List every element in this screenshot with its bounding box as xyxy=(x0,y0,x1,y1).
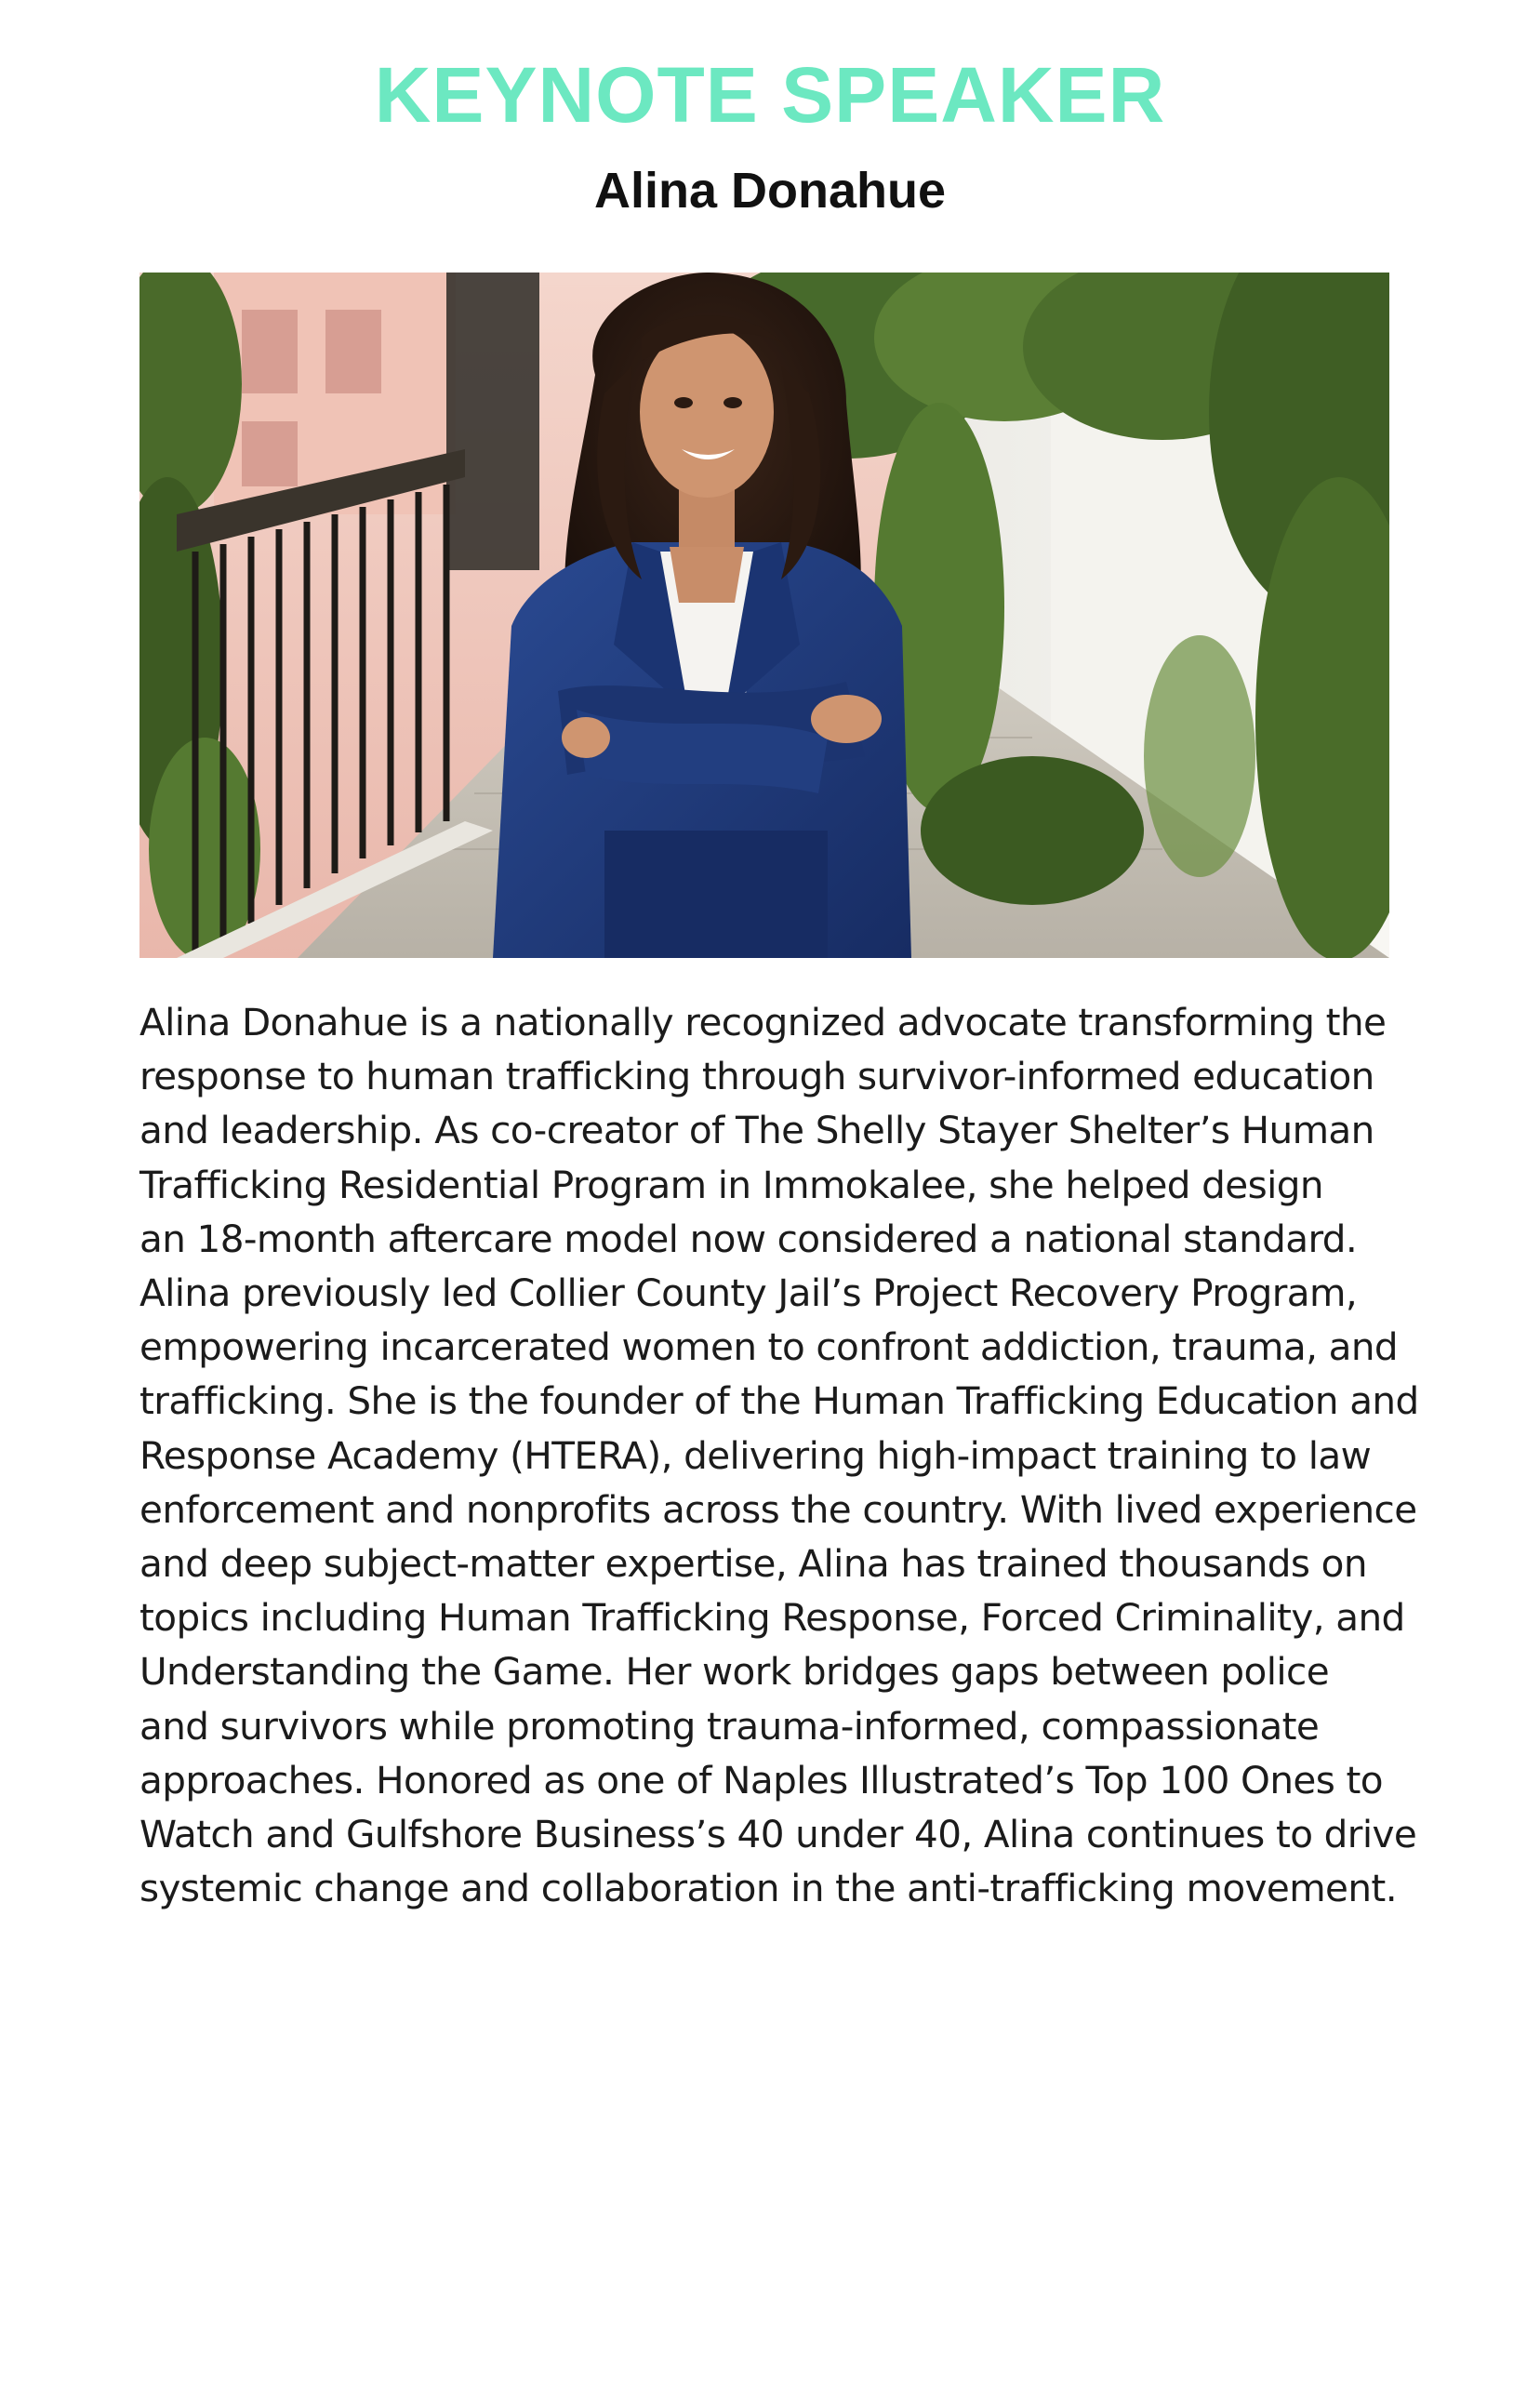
speaker-bio xyxy=(139,995,1423,1915)
bio-line: Watch and Gulfshore Business’s 40 under 40, Alina continues to drive xyxy=(139,1812,1417,1857)
bio-line: systemic change and collaboration in the anti-trafficking movement. xyxy=(139,1866,1397,1911)
bio-line: Alina previously led Collier County Jail’s Project Recovery Program, xyxy=(139,1270,1358,1316)
speaker-name: Alina Donahue xyxy=(593,163,947,219)
bio-line: and deep subject-matter expertise, Alina has trained thousands on xyxy=(139,1541,1367,1587)
bio-line: an 18-month aftercare model now considered a national standard. xyxy=(139,1216,1358,1261)
bio-line: approaches. Honored as one of Naples Illustrated’s Top 100 Ones to xyxy=(139,1757,1383,1802)
bio-line: enforcement and nonprofits across the country. With lived experience xyxy=(139,1486,1417,1532)
bio-line: response to human trafficking through survivor-informed education xyxy=(139,1054,1374,1099)
bio-line: empowering incarcerated women to confront addiction, trauma, and xyxy=(139,1324,1399,1370)
photo-illustration xyxy=(139,273,1389,958)
bio-line: Understanding the Game. Her work bridges gaps between police xyxy=(139,1649,1330,1695)
bio-line: Alina Donahue is a nationally recognized advocate transforming the xyxy=(139,1000,1387,1044)
bio-line: topics including Human Trafficking Response, Forced Criminality, and xyxy=(139,1595,1405,1641)
speaker-portrait-photo xyxy=(139,273,1389,958)
page-title: KEYNOTE SPEAKER xyxy=(374,51,1166,139)
bio-line: Trafficking Residential Program in Immokalee, she helped design xyxy=(139,1162,1323,1207)
bio-line: trafficking. She is the founder of the Human Trafficking Education and xyxy=(139,1378,1419,1424)
bio-line: and leadership. As co-creator of The Shelly Stayer Shelter’s Human xyxy=(139,1108,1374,1153)
bio-line: and survivors while promoting trauma-informed, compassionate xyxy=(139,1703,1320,1749)
bio-line: Response Academy (HTERA), delivering high-impact training to law xyxy=(139,1432,1372,1478)
